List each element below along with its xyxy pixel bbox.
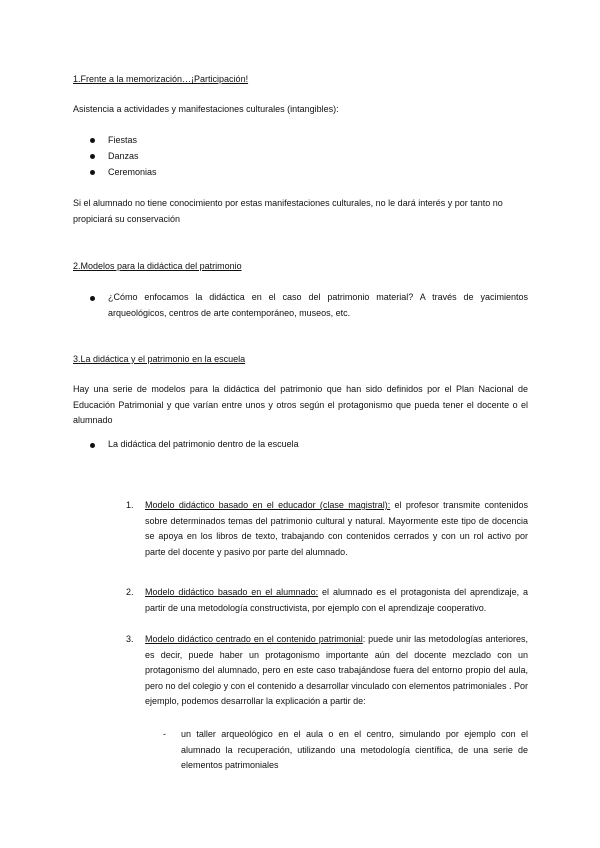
section-3-bullet: La didáctica del patrimonio dentro de la escuela [108,439,299,449]
model-1-title: Modelo didáctico basado en el educador (clase magistral): [145,500,391,510]
bullet-icon [90,443,95,448]
model-1 [145,498,528,560]
list-item-fiestas: Fiestas [108,135,138,145]
model-3-title: Modelo didáctico centrado en el contenido patrimonial [145,634,363,644]
model-2-title: Modelo didáctico basado en el alumnado: [145,587,319,597]
bullet-icon [90,170,95,175]
model-1-text: el profesor transmite contenidos sobre determinados temas del patrimonio cultural y natural. Mayormente este tipo de docencia se apoya en los libros de texto, trabajando con contenidos cerrados y con un rol activo por parte del docente y pasivo por parte del alumnado. [145,500,528,557]
bullet-icon [90,296,95,301]
bullet-icon [90,138,95,143]
model-2-number: 2. [126,587,134,597]
model-2-text: el alumnado es el protagonista del aprendizaje, a partir de una metodología constructivista, por ejemplo con el aprendizaje cooperativo. [145,587,528,613]
dash-item: un taller arqueológico en el aula o en el centro, simulando por ejemplo con el alumnado la recuperación, utilizando una metodología científica, de una serie de elementos patrimoniales [181,729,528,770]
section-3-paragraph: Hay una serie de modelos para la didáctica del patrimonio que han sido definidos por el Plan Nacional de Educación Patrimonial y que varían entre unos y otros según el protagonismo que pueda tener el docente o el alumnado [73,384,528,425]
section-1-intro: Asistencia a actividades y manifestaciones culturales (intangibles): [73,104,339,114]
section-1-paragraph: Si el alumnado no tiene conocimiento por estas manifestaciones culturales, no le dará interés y por tanto no propiciará su conservación [73,198,503,224]
list-item-danzas: Danzas [108,151,139,161]
bullet-icon [90,154,95,159]
model-2 [145,585,528,616]
model-3-text: : puede unir las metodologías anteriores, es decir, puede haber un protagonismo importante aún del docente mezclado con un protagonismo del alumnado, pero en este caso trabajándose fuera del entorno propio del aula, pero no del colegio y con el contenido a desarrollar vinculado con elementos patrimoniales . Por ejemplo, podemos desarrollar la explicación a partir de: [145,634,528,706]
model-3-number: 3. [126,634,134,644]
section-2-heading: 2.Modelos para la didáctica del patrimonio [73,261,242,271]
dash-marker: - [163,729,166,739]
section-1-heading: 1.Frente a la memorización…¡Participación! [73,74,249,84]
section-3-heading: 3.La didáctica y el patrimonio en la escuela [73,354,246,364]
list-item-ceremonias: Ceremonias [108,167,157,177]
model-1-number: 1. [126,500,134,510]
model-3 [145,632,528,710]
section-2-bullet: ¿Cómo enfocamos la didáctica en el caso del patrimonio material? A través de yacimientos arqueológicos, centros de arte contemporáneo, museos, etc. [108,292,528,318]
